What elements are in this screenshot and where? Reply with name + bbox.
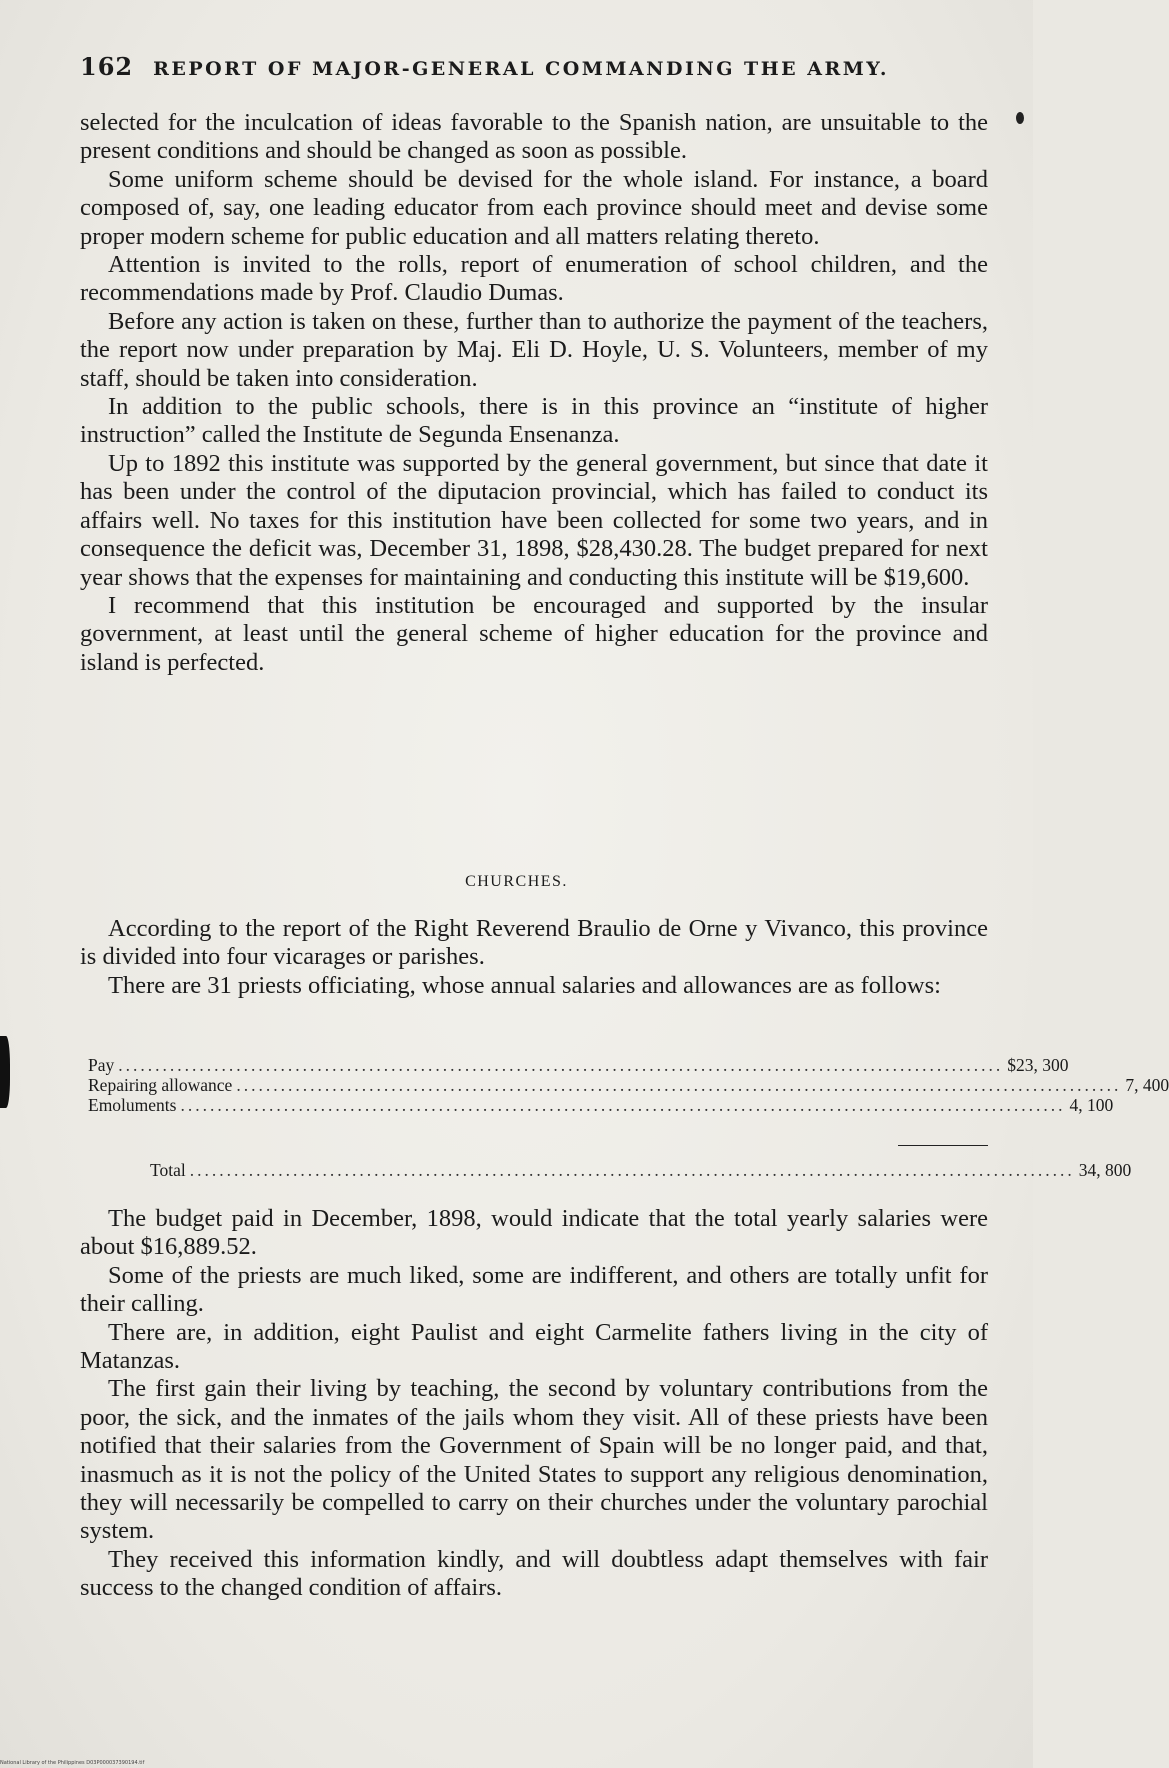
table-row [88, 1075, 1169, 1095]
running-header [80, 52, 940, 81]
churches-detail-block [80, 1205, 988, 1603]
paragraph: The budget paid in December, 1898, would indicate that the total yearly salaries were about $16,889.52. [80, 1205, 988, 1261]
row-label: Emoluments [88, 1095, 177, 1115]
row-label: Repairing allowance [88, 1075, 233, 1095]
paragraph: The first gain their living by teaching, the second by voluntary contributions from the poor, the sick, and the inmates of the jails whom they visit. All of these priests have been notified that their salaries from the Government of Spain will be no longer paid, and that, inasmuch as it is not the policy of the United States to support any religious denomination, they will necessarily be compelled to carry on their churches under the voluntary parochial system. [80, 1375, 988, 1545]
leader-dots: ........................................................................................................................ [118, 1055, 1004, 1075]
paragraph: They received this information kindly, and will doubtless adapt themselves with fair success to the changed condition of affairs. [80, 1545, 988, 1602]
paragraph: Before any action is taken on these, further than to authorize the payment of the teachers, the report now under preparation by Maj. Eli D. Hoyle, U. S. Volunteers, member of my staff, should be taken into consideration. [80, 307, 988, 392]
row-amount: $23, 300 [1007, 1055, 1069, 1075]
salary-table [88, 1055, 1169, 1115]
sum-rule [898, 1145, 988, 1146]
paragraph: There are, in addition, eight Paulist and eight Carmelite fathers living in the city of Matanzas. [80, 1318, 988, 1375]
paragraph: selected for the inculcation of ideas favorable to the Spanish nation, are unsuitable to the present conditions and should be changed as soon as possible. [80, 109, 988, 165]
row-amount: 4, 100 [1069, 1095, 1114, 1115]
table-row [88, 1095, 1114, 1115]
table-row [88, 1055, 1069, 1075]
paragraph: Attention is invited to the rolls, report of enumeration of school children, and the recommendations made by Prof. Claudio Dumas. [80, 251, 988, 307]
total-label: Total [150, 1160, 186, 1180]
paragraph: According to the report of the Right Reverend Braulio de Orne y Vivanco, this province is divided into four vicarages or parishes. [80, 915, 988, 971]
binding-mark [0, 1036, 10, 1108]
page-number: 162 [80, 52, 134, 81]
paragraph: Some of the priests are much liked, some are indifferent, and others are totally unfit for their calling. [80, 1261, 988, 1318]
paragraph: Some uniform scheme should be devised for the whole island. For instance, a board composed of, say, one leading educator from each province should meet and devise some proper modern scheme for public education and all matters relating thereto. [80, 165, 988, 250]
row-amount: 7, 400 [1125, 1075, 1169, 1095]
leader-dots: ........................................................................................................................ [189, 1160, 1075, 1180]
leader-dots: ........................................................................................................................ [180, 1095, 1066, 1115]
education-text-block [80, 109, 988, 677]
leader-dots: ........................................................................................................................ [236, 1075, 1122, 1095]
paragraph: Up to 1892 this institute was supported by the general government, but since that date it has been under the control of the diputacion provincial, which has failed to conduct its affairs well. No taxes for this institution have been collected for some two years, and in consequence the deficit was, December 31, 1898, $28,430.28. The budget prepared for next year shows that the expenses for maintaining and conducting this institute will be $19,600. [80, 449, 988, 591]
total-row [150, 1160, 1132, 1181]
paragraph: There are 31 priests officiating, whose annual salaries and allowances are as follows: [108, 971, 941, 999]
ink-mark [1016, 112, 1024, 124]
scan-footer: National Library of the Philippines D03P000037390194.tif [0, 1760, 145, 1766]
churches-intro-block [80, 915, 988, 1000]
row-label: Pay [88, 1055, 115, 1075]
paragraph: In addition to the public schools, there is in this province an “institute of higher instruction” called the Institute de Segunda Ensenanza. [80, 393, 988, 449]
section-heading: CHURCHES. [465, 873, 568, 890]
total-amount: 34, 800 [1078, 1160, 1132, 1180]
paragraph: I recommend that this institution be encouraged and supported by the insular government, at least until the general scheme of higher education for the province and island is perfected. [80, 591, 988, 676]
header-title: REPORT OF MAJOR-GENERAL COMMANDING THE ARMY. [153, 58, 890, 80]
